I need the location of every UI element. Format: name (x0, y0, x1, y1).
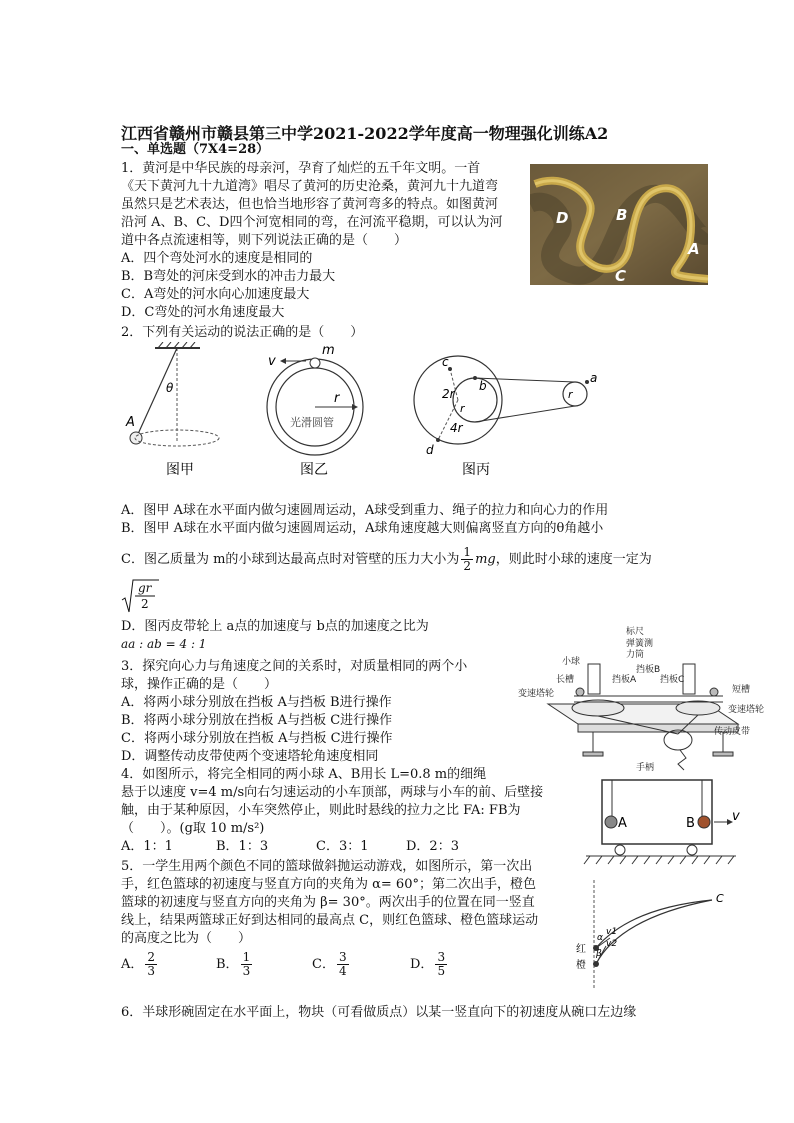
q3-option: A．将两小球分别放在挡板 A与挡板 B进行操作 (121, 695, 392, 710)
ball-b-label: B (686, 816, 695, 831)
q4-line: 触，由于某种原因，小车突然停止，则此时悬线的拉力之比 FA: FB为 (121, 803, 521, 818)
v-label: v (268, 354, 276, 369)
fig-yi-caption: 图乙 (300, 462, 328, 478)
sqrt-numerator: gr (138, 581, 152, 595)
q5-option-b (216, 950, 254, 980)
radius-4r-label: 4r (450, 421, 463, 435)
ball-a-label: A (126, 415, 135, 430)
q1-option: C．A弯处的河水向心加速度最大 (121, 287, 310, 302)
q5-line: 的高度之比为（ ） (121, 931, 252, 946)
label-spring-1: 弹簧测 (626, 639, 654, 649)
label-handle: 手柄 (636, 763, 655, 772)
q3-option: C．将两小球分别放在挡板 A与挡板 C进行操作 (121, 731, 393, 746)
q2-option-c-text-end: ，则此时小球的速度一定为 (495, 552, 652, 567)
label-short-slot: 短槽 (732, 685, 751, 695)
fraction-numerator: 3 (338, 950, 347, 964)
fig-jia-caption: 图甲 (166, 462, 194, 478)
radius-r-label: r (460, 402, 465, 415)
sqrt-expression (121, 578, 161, 614)
fraction (461, 546, 473, 573)
q3-option: D．调整传动皮带使两个变速塔轮角速度相同 (121, 749, 379, 764)
photo-label-b: B (616, 206, 628, 224)
q2-stem: 2．下列有关运动的说法正确的是（ ） (121, 325, 364, 340)
v1-label: v1 (606, 927, 618, 937)
radius-2r-label: 2r (442, 387, 455, 401)
label-biaochi: 标尺 (626, 627, 645, 637)
fraction-denominator: 3 (147, 964, 156, 978)
q1-option: A．四个弯处河水的速度是相同的 (121, 251, 313, 266)
v-label: v (732, 809, 740, 824)
label-spring-2: 力筒 (626, 650, 645, 660)
q5-line: 手，红色篮球的初速度与竖直方向的夹角为 α= 60°；第二次出手，橙色 (121, 877, 536, 892)
beta-label: β (596, 949, 602, 959)
fraction-numerator: 1 (242, 950, 251, 964)
small-r-label: r (568, 388, 573, 401)
figure-yi (267, 343, 363, 478)
q2-option-a: A．图甲 A球在水平面内做匀速圆周运动，A球受到重力、绳子的拉力和向心力的作用 (121, 503, 609, 518)
q5-line: 线上，结果两篮球正好到达相同的最高点 C，则红色篮球、橙色篮球运动 (121, 913, 539, 928)
point-b-label: b (479, 379, 487, 393)
sqrt-denominator: 2 (141, 597, 149, 611)
point-c-label: C (716, 892, 724, 905)
label-small-ball: 小球 (562, 657, 581, 667)
option-label: B． (216, 957, 239, 972)
q3-line: 球，操作正确的是（ ） (121, 677, 278, 692)
label-belt: 传动皮带 (714, 727, 751, 737)
fraction (435, 951, 447, 978)
q5-option-c (312, 950, 351, 980)
fraction-numerator: 3 (437, 950, 446, 964)
option-label: A． (121, 957, 144, 972)
q2-option-b: B．图甲 A球在水平面内做匀速圆周运动，A球角速度越大则偏离竖直方向的θ角越小 (121, 521, 604, 536)
q5-option-d (410, 950, 449, 980)
q5-option-a (121, 950, 159, 980)
label-baffle-b: 挡板B (636, 665, 661, 675)
q4-option: A．1：1 (121, 839, 173, 854)
figure-bing (414, 355, 597, 478)
q4-option: B．1：3 (216, 839, 269, 854)
fraction-denominator: 2 (463, 559, 472, 573)
v2-label: v2 (606, 939, 618, 949)
theta-label: θ (166, 381, 174, 395)
ball-a-label: A (618, 816, 627, 831)
q2-option-c-text: C．图乙质量为 m的小球到达最高点时对管壁的压力大小为 (121, 552, 460, 567)
q2-option-d: D．图丙皮带轮上 a点的加速度与 b点的加速度之比为 (121, 619, 429, 634)
q3-option: B．将两小球分别放在挡板 A与挡板 C进行操作 (121, 713, 393, 728)
label-long-slot: 长槽 (556, 675, 575, 685)
cart-figure (580, 776, 740, 868)
q6-line: 6．半球形碗固定在水平面上，物块（可看做质点）以某一竖直向下的初速度从碗口左边缘 (121, 1005, 637, 1020)
photo-label-d: D (556, 209, 569, 227)
q4-option: D．2：3 (406, 839, 459, 854)
option-label: C． (312, 957, 335, 972)
figure-jia (125, 342, 219, 478)
label-baffle-c: 挡板C (660, 675, 685, 685)
q2-option-d-expr: aa : ab = 4 : 1 (121, 637, 207, 651)
q1-option: D．C弯处的河水角速度最大 (121, 305, 285, 320)
label-tower-wheel-right: 变速塔轮 (728, 705, 765, 715)
q4-line: 4．如图所示，将完全相同的两小球 A、B用长 L=0.8 m的细绳 (121, 767, 487, 782)
q2-figures (120, 342, 610, 482)
q4-line: 悬于以速度 v=4 m/s向右匀速运动的小车顶部，两球与小车的前、后壁接 (121, 785, 544, 800)
yellow-river-photo (530, 164, 708, 285)
q5-line: 篮球的初速度与竖直方向的夹角为 β= 30°。两次出手的位置在同一竖直 (121, 895, 535, 910)
alpha-label: α (597, 933, 603, 943)
red-label: 红 (576, 944, 586, 955)
fraction-denominator: 3 (242, 964, 251, 978)
photo-label-a: A (688, 240, 700, 258)
page-title: 江西省赣州市赣县第三中学2021-2022学年度高一物理强化训练A2 (121, 124, 609, 143)
point-c-label: c (442, 355, 449, 369)
fraction (337, 951, 349, 978)
q1-line: 道中各点流速相等，则下列说法正确的是（ ） (121, 233, 408, 248)
fraction (241, 951, 253, 978)
tube-label: 光滑圆管 (290, 416, 334, 429)
q5-line: 5．一学生用两个颜色不同的篮球做斜抛运动游戏，如图所示，第一次出 (121, 859, 533, 874)
q1-line: 1．黄河是中华民族的母亲河，孕育了灿烂的五千年文明。一首 (121, 161, 481, 176)
section-heading: 一、单选题（7X4=28） (121, 142, 270, 157)
point-a-label: a (590, 371, 598, 385)
centripetal-apparatus-figure (518, 624, 778, 772)
label-tower-wheel-left: 变速塔轮 (518, 689, 555, 699)
fraction-denominator: 4 (338, 964, 347, 978)
point-d-label: d (426, 443, 434, 457)
fig-bing-caption: 图丙 (462, 462, 490, 478)
basketball-trajectory-figure (560, 878, 730, 990)
q4-option: C．3：1 (316, 839, 369, 854)
fraction (145, 951, 157, 978)
orange-label: 橙 (576, 960, 586, 971)
q2-option-c-mg: mg (475, 552, 496, 567)
m-label: m (322, 343, 335, 358)
option-label: D． (410, 957, 434, 972)
q1-option: B．B弯处的河床受到水的冲击力最大 (121, 269, 336, 284)
photo-label-c: C (615, 267, 627, 285)
q4-line: （ ）。(g取 10 m/s²) (121, 821, 265, 836)
q3-line: 3．探究向心力与角速度之间的关系时，对质量相同的两个小 (121, 659, 468, 674)
q1-line: 沿河 A、B、C、D四个河宽相同的弯，在河流平稳期，可以认为河 (121, 215, 503, 230)
r-label: r (334, 391, 340, 406)
fraction-numerator: 2 (147, 950, 156, 964)
q1-line: 《天下黄河九十九道湾》唱尽了黄河的历史沧桑，黄河九十九道弯 (121, 179, 499, 194)
q2-option-c (121, 546, 652, 573)
fraction-numerator: 1 (463, 545, 472, 559)
fraction-denominator: 5 (437, 964, 446, 978)
label-baffle-a: 挡板A (612, 675, 637, 685)
q1-line: 虽然只是艺术表达，但也恰当地形容了黄河弯多的特点。如图黄河 (121, 197, 499, 212)
